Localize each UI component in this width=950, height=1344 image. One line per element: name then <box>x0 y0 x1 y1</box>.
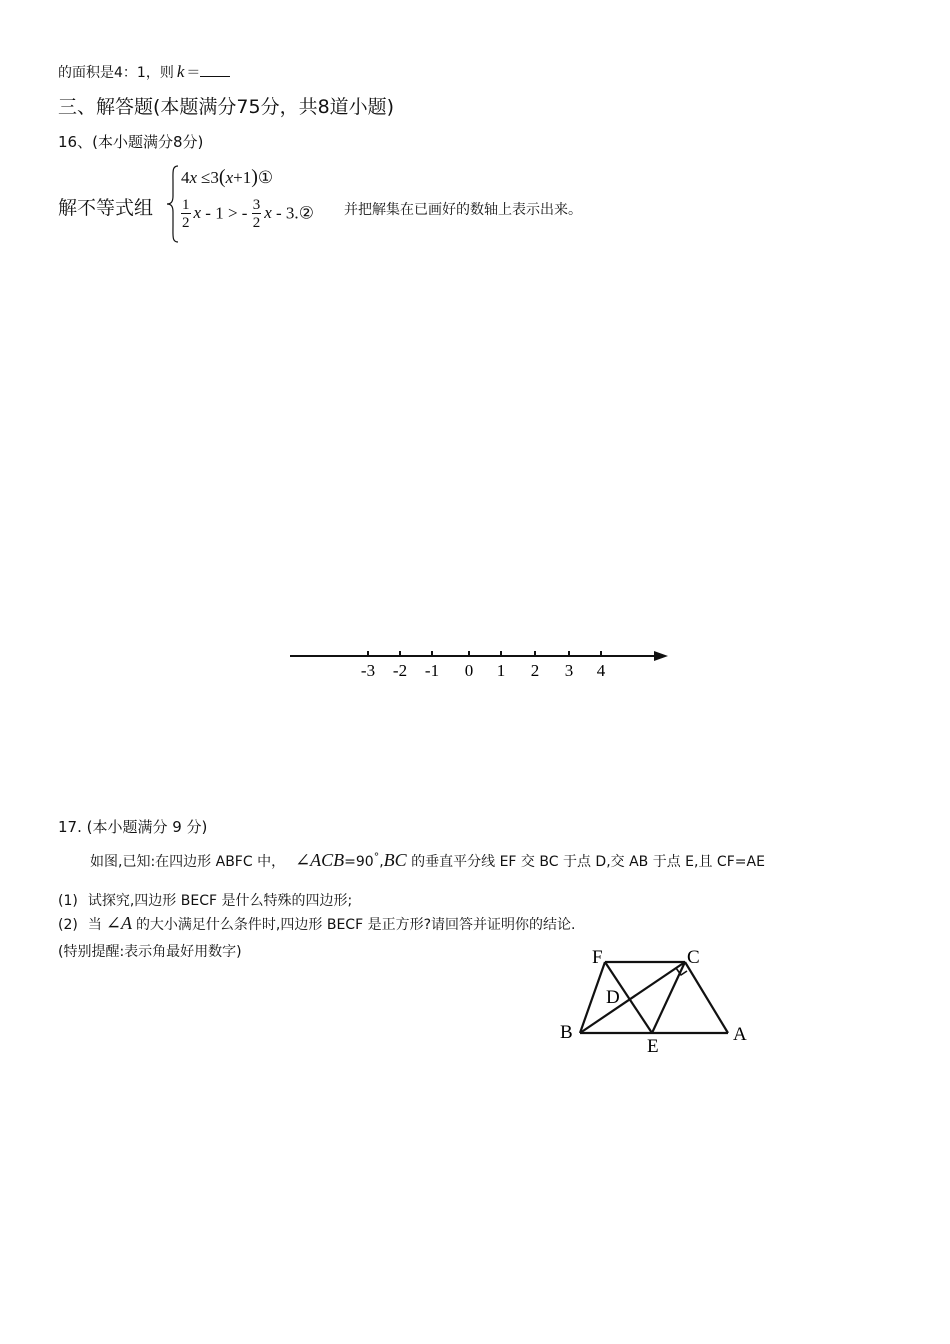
tick-label: 2 <box>530 661 540 680</box>
tick-label: 0 <box>464 661 474 680</box>
item1-number: (1) <box>58 893 78 909</box>
tick-label: 3 <box>564 661 574 680</box>
ineq1-plus: +1 <box>233 168 252 187</box>
degree-sign: ° <box>373 850 380 864</box>
answer-blank[interactable] <box>200 64 230 77</box>
ineq2-mark: ② <box>298 203 314 223</box>
ineq2-tail: - 3. <box>271 203 299 223</box>
ineq1-mark: ① <box>257 168 274 187</box>
tick-label: -3 <box>360 661 376 680</box>
item2-number: (2) <box>58 917 78 933</box>
q17-note: (特别提醒:表示角最好用数字) <box>58 944 242 960</box>
fraction-one-half <box>181 198 191 231</box>
item2-angle-a: A <box>120 913 132 933</box>
item1-text: 试探究,四边形 BECF 是什么特殊的四边形; <box>87 893 353 909</box>
inequality-2 <box>181 198 314 231</box>
q16-header: 16、(本小题满分8分) <box>58 133 204 151</box>
frac2-num: 3 <box>252 197 261 213</box>
label-f: F <box>592 947 603 968</box>
ineq1-x: x <box>189 168 198 187</box>
item2-angle-symbol: ∠ <box>105 913 121 933</box>
fill-blank-line <box>58 62 230 82</box>
q16-lead: 解不等式组 <box>58 197 154 219</box>
tick-label: -1 <box>424 661 440 680</box>
segment-bc: BC <box>383 850 407 870</box>
frac2-den: 2 <box>252 215 261 231</box>
number-line-arrow <box>654 651 668 661</box>
system-brace <box>166 164 180 244</box>
tick-label: 4 <box>596 661 606 680</box>
item2-text-b: 的大小满足什么条件时,四边形 BECF 是正方形?请回答并证明你的结论. <box>135 917 576 933</box>
ineq1-close-paren: ) <box>251 166 258 188</box>
segment-ca <box>685 962 728 1033</box>
ineq1-open-paren: ( <box>218 166 226 188</box>
q17-item-1 <box>58 890 352 910</box>
q17-intro-b: 的垂直平分线 EF 交 BC 于点 D,交 AB 于点 E,且 CF=AE <box>406 854 765 870</box>
variable-k: k <box>176 62 185 81</box>
ineq2-mid: - 1 > - <box>201 203 252 223</box>
item2-text-a: 当 <box>87 917 102 933</box>
ineq1-coef: 4 <box>181 168 190 187</box>
segment-bf <box>580 962 605 1033</box>
fraction-three-halves <box>252 198 262 231</box>
angle-value: =90 <box>344 854 374 870</box>
q16-instruction: 并把解集在已画好的数轴上表示出来。 <box>344 202 582 218</box>
angle-symbol: ∠ <box>295 850 311 870</box>
frac1-den: 2 <box>182 215 190 231</box>
tick-label: 1 <box>496 661 506 680</box>
label-d: D <box>606 987 620 1008</box>
angle-acb: ACB <box>310 850 345 870</box>
q17-intro <box>90 850 765 871</box>
ineq1-x2: x <box>225 168 234 187</box>
q17-item-2 <box>58 913 575 934</box>
frac1-num: 1 <box>182 197 190 213</box>
ineq1-op: ≤3 <box>201 168 219 187</box>
label-e: E <box>647 1036 659 1057</box>
fill-blank-text: 的面积是4：1，则 <box>58 65 174 81</box>
label-c: C <box>687 947 700 968</box>
ineq2-x1: x <box>193 203 202 223</box>
section-heading: 三、解答题(本题满分75分，共8道小题) <box>58 96 395 118</box>
geometry-figure <box>550 940 760 1060</box>
q17-header: 17. (本小题满分 9 分) <box>58 818 208 836</box>
inequality-1 <box>181 166 273 189</box>
number-line <box>280 640 680 690</box>
ineq2-x2: x <box>264 203 272 223</box>
intro-comma: , <box>379 854 384 870</box>
label-b: B <box>560 1022 573 1043</box>
label-a: A <box>733 1024 747 1045</box>
q17-intro-a: 如图,已知:在四边形 ABFC 中， <box>90 854 286 870</box>
tick-label: -2 <box>392 661 408 680</box>
equals-sign: ＝ <box>186 65 201 81</box>
